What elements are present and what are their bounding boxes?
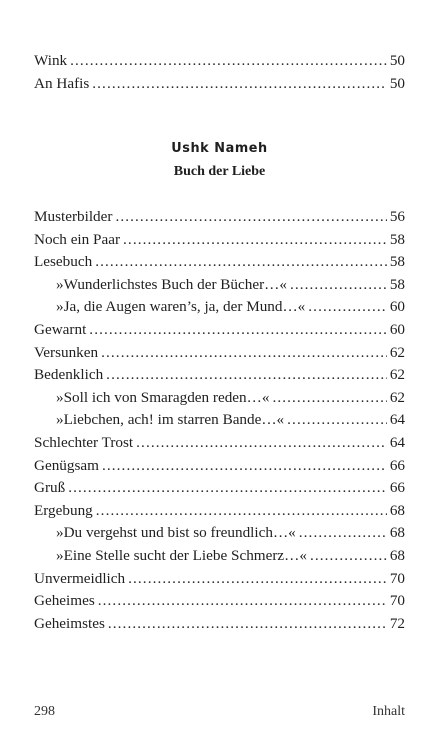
toc-leader-dots [108, 613, 387, 636]
toc-entry-page: 56 [389, 208, 405, 225]
toc-entry-title: Wink [34, 52, 68, 69]
toc-entry-title: »Liebchen, ach! im starren Bande…« [56, 411, 285, 429]
toc-entry-title: »Ja, die Augen waren’s, ja, der Mund…« [56, 298, 306, 316]
running-head: Inhalt [372, 704, 405, 719]
toc-entry-title: Ergebung [34, 501, 93, 519]
toc-entry-title: Musterbilder [34, 208, 113, 225]
toc-entry-title: Noch ein Paar [34, 230, 121, 248]
toc-entry [34, 455, 405, 478]
toc-leader-dots [115, 206, 386, 229]
toc-leader-dots [287, 409, 387, 432]
toc-entry [34, 545, 405, 568]
toc-leader-dots [106, 364, 387, 387]
toc-leader-dots [136, 432, 387, 455]
section-subtitle: Buch der Liebe [173, 164, 266, 179]
toc-entry [34, 568, 405, 591]
toc-entry [34, 432, 405, 455]
toc-entry-page: 60 [389, 320, 405, 338]
toc-entry [34, 73, 405, 96]
toc-leader-dots [128, 568, 387, 591]
toc-entry-title: An Hafis [34, 74, 90, 92]
toc-leader-dots [310, 545, 387, 568]
toc-entry-page: 68 [389, 546, 405, 564]
toc-entry-page: 62 [389, 388, 405, 406]
toc-entry-title: Geheimes [34, 592, 95, 610]
toc-entry [34, 590, 405, 613]
page-footer [34, 704, 405, 720]
toc-entry-page: 70 [389, 592, 405, 610]
toc-leader-dots [89, 319, 387, 342]
toc-entry-title: »Du vergehst und bist so freundlich…« [56, 524, 296, 542]
toc-entry-page: 68 [389, 524, 405, 542]
toc-entry [34, 522, 405, 545]
toc-leader-dots [299, 522, 387, 545]
toc-entry [34, 477, 405, 500]
toc-entry-page: 70 [389, 569, 405, 587]
toc-top-list [34, 50, 405, 95]
toc-entry-page: 64 [389, 411, 405, 429]
toc-entry-page: 62 [389, 343, 405, 361]
toc-entry-title: Lesebuch [34, 253, 93, 271]
toc-entry-page: 58 [389, 230, 405, 248]
toc-leader-dots [272, 387, 386, 410]
toc-entry-title: Schlechter Trost [34, 433, 134, 451]
toc-leader-dots [96, 500, 387, 523]
toc-entry [34, 229, 405, 252]
page-number: 298 [34, 704, 55, 719]
toc-entry-title: Gruß [34, 479, 66, 497]
toc-entry [34, 206, 405, 229]
toc-leader-dots [95, 251, 387, 274]
toc-entry-title: »Soll ich von Smaragden reden…« [56, 388, 270, 406]
toc-entry-page: 58 [389, 275, 405, 293]
toc-leader-dots [308, 296, 387, 319]
toc-entry-page: 66 [389, 456, 405, 474]
toc-entry-page: 72 [389, 614, 405, 632]
toc-entry-page: 66 [389, 479, 405, 497]
toc-entry-title: Bedenklich [34, 366, 104, 384]
toc-entry-title: Genügsam [34, 456, 99, 474]
section-heading [0, 140, 439, 180]
toc-entry [34, 274, 405, 297]
toc-leader-dots [68, 477, 387, 500]
toc-entry-title: Geheimstes [34, 614, 105, 632]
toc-entry-title: Gewarnt [34, 320, 87, 338]
toc-entry [34, 387, 405, 410]
toc-entry-page: 68 [389, 501, 405, 519]
toc-entry-title: »Eine Stelle sucht der Liebe Schmerz…« [56, 546, 307, 564]
toc-section-list [34, 206, 405, 635]
toc-leader-dots [290, 274, 387, 297]
toc-entry-page: 62 [389, 366, 405, 384]
toc-entry [34, 613, 405, 636]
toc-entry [34, 296, 405, 319]
toc-leader-dots [92, 73, 387, 96]
toc-entry [34, 50, 405, 73]
toc-entry-title: Versunken [34, 343, 99, 361]
toc-entry-title: »Wunderlichstes Buch der Bücher…« [56, 275, 287, 293]
toc-entry-page: 60 [389, 298, 405, 316]
toc-entry [34, 251, 405, 274]
toc-entry [34, 500, 405, 523]
toc-leader-dots [102, 455, 387, 478]
toc-entry-page: 50 [389, 74, 405, 92]
toc-entry-title: Unvermeidlich [34, 569, 126, 587]
toc-leader-dots [101, 342, 387, 365]
toc-leader-dots [70, 50, 387, 73]
toc-entry [34, 409, 405, 432]
toc-entry-page: 58 [389, 253, 405, 271]
toc-leader-dots [98, 590, 387, 613]
toc-entry-page: 50 [389, 52, 405, 69]
toc-entry-page: 64 [389, 433, 405, 451]
toc-entry [34, 319, 405, 342]
toc-leader-dots [123, 229, 387, 252]
section-title: Ushk Nameh [171, 140, 268, 156]
toc-entry [34, 364, 405, 387]
toc-entry [34, 342, 405, 365]
